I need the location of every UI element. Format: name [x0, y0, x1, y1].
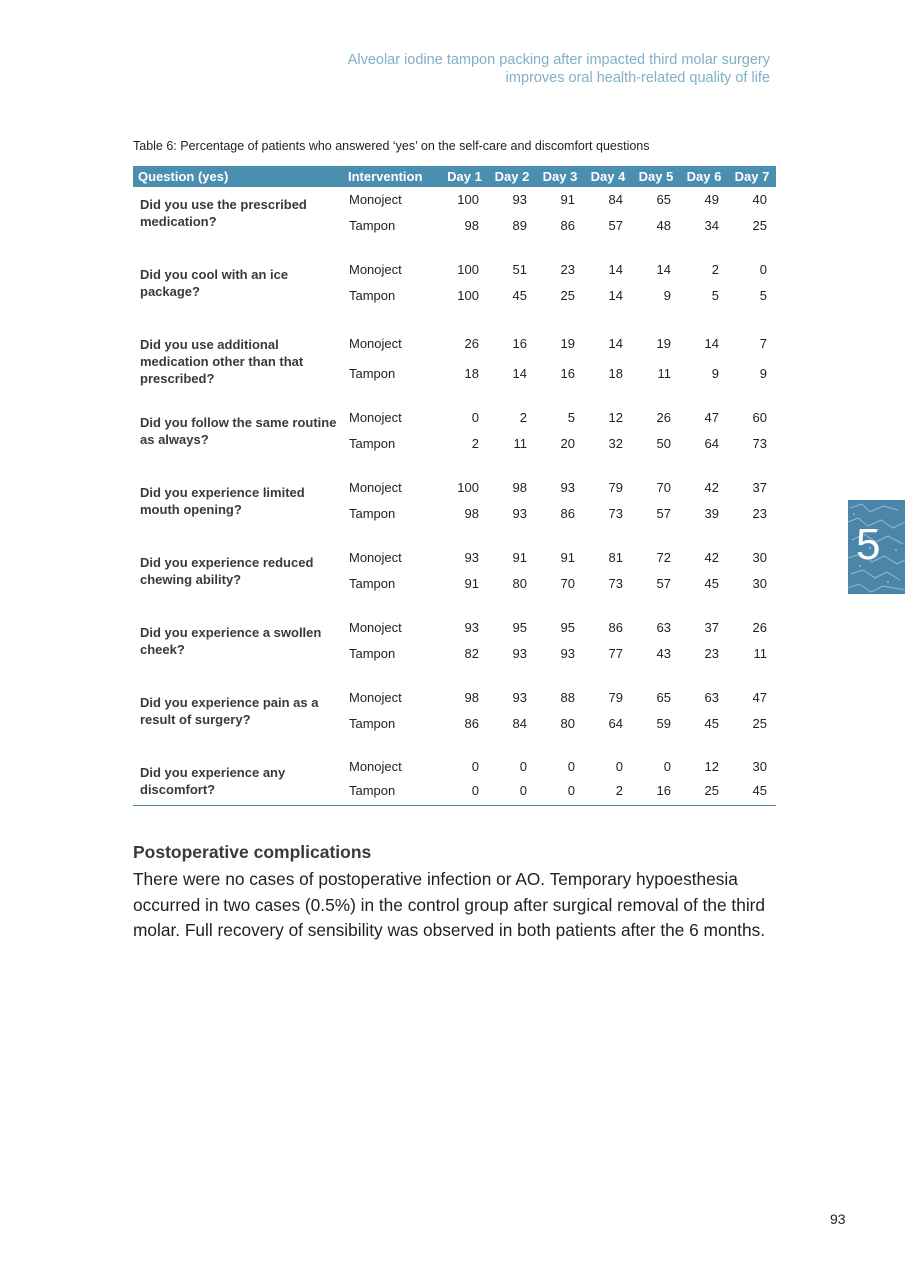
- tampon-day-2-value: 93: [512, 506, 527, 521]
- monoject-day-1-value: 93: [464, 550, 479, 565]
- day-5-values: [632, 257, 680, 327]
- intervention-tampon: Tampon: [349, 366, 396, 381]
- header-intervention: Intervention: [345, 166, 441, 187]
- tampon-day-6-value: 39: [704, 506, 719, 521]
- tampon-day-7-value: 11: [753, 646, 767, 661]
- day-2-values: [488, 187, 536, 257]
- tampon-day-2-value: 89: [512, 218, 527, 233]
- monoject-day-5-value: 0: [663, 759, 671, 774]
- monoject-day-7-value: 7: [759, 336, 767, 351]
- day-1-values: [441, 327, 488, 405]
- day-7-values: [728, 685, 776, 755]
- table-row: [133, 685, 776, 755]
- tampon-day-6-value: 45: [704, 576, 719, 591]
- day-2-values: [488, 405, 536, 475]
- row-interventions: [345, 187, 441, 257]
- monoject-day-3-value: 91: [560, 550, 575, 565]
- tampon-day-7-value: 73: [752, 436, 767, 451]
- row-interventions: [345, 475, 441, 545]
- monoject-day-5-value: 70: [656, 480, 671, 495]
- day-4-values: [584, 187, 632, 257]
- monoject-day-3-value: 19: [560, 336, 575, 351]
- day-3-values: [536, 685, 584, 755]
- tampon-day-5-value: 9: [663, 288, 671, 303]
- monoject-day-5-value: 65: [656, 690, 671, 705]
- tampon-day-2-value: 93: [512, 646, 527, 661]
- tampon-day-4-value: 57: [608, 218, 623, 233]
- tampon-day-1-value: 91: [464, 576, 479, 591]
- day-6-values: [680, 405, 728, 475]
- tampon-day-7-value: 23: [752, 506, 767, 521]
- day-2-values: [488, 755, 536, 805]
- day-2-values: [488, 615, 536, 685]
- monoject-day-1-value: 26: [464, 336, 479, 351]
- day-3-values: [536, 755, 584, 805]
- tampon-day-4-value: 18: [608, 366, 623, 381]
- header-day-6: Day 6: [680, 166, 728, 187]
- intervention-monoject: Monoject: [349, 192, 402, 207]
- day-7-values: [728, 475, 776, 545]
- header-day-7: Day 7: [728, 166, 776, 187]
- monoject-day-6-value: 37: [704, 620, 719, 635]
- day-3-values: [536, 257, 584, 327]
- row-question: Did you experience pain as a result of surgery?: [140, 695, 319, 727]
- monoject-day-2-value: 2: [519, 410, 527, 425]
- tampon-day-2-value: 14: [512, 366, 527, 381]
- tampon-day-5-value: 16: [656, 783, 671, 798]
- monoject-day-1-value: 0: [471, 410, 479, 425]
- row-question: Did you experience any discomfort?: [140, 765, 286, 797]
- monoject-day-4-value: 79: [608, 690, 623, 705]
- tampon-day-6-value: 25: [704, 783, 719, 798]
- tampon-day-1-value: 98: [464, 506, 479, 521]
- day-6-values: [680, 475, 728, 545]
- intervention-monoject: Monoject: [349, 410, 402, 425]
- day-5-values: [632, 685, 680, 755]
- monoject-day-3-value: 88: [560, 690, 575, 705]
- intervention-tampon: Tampon: [349, 576, 396, 591]
- day-5-values: [632, 615, 680, 685]
- monoject-day-1-value: 100: [457, 192, 479, 207]
- monoject-day-7-value: 37: [752, 480, 767, 495]
- intervention-monoject: Monoject: [349, 759, 402, 774]
- tampon-day-3-value: 25: [560, 288, 575, 303]
- tampon-day-4-value: 73: [608, 576, 623, 591]
- monoject-day-2-value: 0: [519, 759, 527, 774]
- table-caption: [133, 139, 650, 153]
- monoject-day-4-value: 0: [615, 759, 623, 774]
- table-row: [133, 755, 776, 805]
- monoject-day-5-value: 19: [656, 336, 671, 351]
- intervention-tampon: Tampon: [349, 506, 396, 521]
- monoject-day-2-value: 51: [512, 262, 527, 277]
- monoject-day-6-value: 42: [704, 550, 719, 565]
- day-1-values: [441, 755, 488, 805]
- row-interventions: [345, 615, 441, 685]
- monoject-day-4-value: 12: [608, 410, 623, 425]
- day-6-values: [680, 187, 728, 257]
- intervention-tampon: Tampon: [349, 716, 396, 731]
- tampon-day-7-value: 9: [759, 366, 767, 381]
- day-1-values: [441, 187, 488, 257]
- monoject-day-2-value: 95: [512, 620, 527, 635]
- row-question: Did you experience limited mouth opening?: [140, 485, 305, 517]
- monoject-day-5-value: 63: [656, 620, 671, 635]
- intervention-monoject: Monoject: [349, 550, 402, 565]
- table-caption-text: Percentage of patients who answered ‘yes’ on the self-care and discomfort questions: [176, 139, 650, 153]
- monoject-day-6-value: 12: [704, 759, 719, 774]
- intervention-tampon: Tampon: [349, 783, 396, 798]
- monoject-day-1-value: 93: [464, 620, 479, 635]
- tampon-day-2-value: 0: [519, 783, 527, 798]
- row-interventions: [345, 545, 441, 615]
- tampon-day-2-value: 11: [513, 436, 527, 451]
- monoject-day-6-value: 42: [704, 480, 719, 495]
- monoject-day-3-value: 93: [560, 480, 575, 495]
- monoject-day-6-value: 49: [704, 192, 719, 207]
- day-6-values: [680, 755, 728, 805]
- monoject-day-7-value: 0: [759, 262, 767, 277]
- tampon-day-7-value: 45: [752, 783, 767, 798]
- table-row: [133, 545, 776, 615]
- header-day-1: Day 1: [441, 166, 488, 187]
- day-5-values: [632, 405, 680, 475]
- intervention-monoject: Monoject: [349, 336, 402, 351]
- tampon-day-7-value: 5: [759, 288, 767, 303]
- day-3-values: [536, 187, 584, 257]
- tampon-day-6-value: 45: [704, 716, 719, 731]
- monoject-day-2-value: 93: [512, 192, 527, 207]
- monoject-day-3-value: 5: [567, 410, 575, 425]
- tampon-day-1-value: 0: [471, 783, 479, 798]
- monoject-day-5-value: 14: [656, 262, 671, 277]
- tampon-day-6-value: 5: [711, 288, 719, 303]
- day-7-values: [728, 187, 776, 257]
- tampon-day-1-value: 98: [464, 218, 479, 233]
- tampon-day-4-value: 32: [608, 436, 623, 451]
- tampon-day-1-value: 100: [457, 288, 479, 303]
- table-bottom-rule: [133, 805, 776, 806]
- monoject-day-4-value: 86: [608, 620, 623, 635]
- tampon-day-1-value: 82: [464, 646, 479, 661]
- day-1-values: [441, 615, 488, 685]
- day-7-values: [728, 545, 776, 615]
- table-caption-label: Table 6:: [133, 139, 177, 153]
- monoject-day-1-value: 100: [457, 262, 479, 277]
- tampon-day-2-value: 84: [512, 716, 527, 731]
- monoject-day-7-value: 30: [752, 759, 767, 774]
- monoject-day-7-value: 40: [752, 192, 767, 207]
- chapter-number: 5: [856, 520, 881, 569]
- monoject-day-2-value: 16: [512, 336, 527, 351]
- day-4-values: [584, 327, 632, 405]
- tampon-day-3-value: 80: [560, 716, 575, 731]
- table-row: [133, 405, 776, 475]
- row-question: Did you follow the same routine as always?: [140, 415, 337, 447]
- tampon-day-4-value: 77: [608, 646, 623, 661]
- monoject-day-6-value: 47: [704, 410, 719, 425]
- day-6-values: [680, 615, 728, 685]
- tampon-day-3-value: 16: [560, 366, 575, 381]
- tampon-day-6-value: 9: [711, 366, 719, 381]
- monoject-day-3-value: 0: [567, 759, 575, 774]
- tampon-day-4-value: 64: [608, 716, 623, 731]
- day-2-values: [488, 685, 536, 755]
- monoject-day-1-value: 98: [464, 690, 479, 705]
- table-header-row: [133, 166, 776, 187]
- intervention-monoject: Monoject: [349, 690, 402, 705]
- tampon-day-7-value: 25: [752, 218, 767, 233]
- day-6-values: [680, 257, 728, 327]
- row-interventions: [345, 685, 441, 755]
- tampon-day-7-value: 30: [752, 576, 767, 591]
- intervention-tampon: Tampon: [349, 288, 396, 303]
- row-interventions: [345, 755, 441, 805]
- monoject-day-4-value: 79: [608, 480, 623, 495]
- monoject-day-6-value: 63: [704, 690, 719, 705]
- tampon-day-4-value: 73: [608, 506, 623, 521]
- row-interventions: [345, 257, 441, 327]
- tampon-day-3-value: 86: [560, 506, 575, 521]
- table-row: [133, 475, 776, 545]
- monoject-day-7-value: 47: [752, 690, 767, 705]
- intervention-tampon: Tampon: [349, 646, 396, 661]
- row-question: Did you cool with an ice package?: [140, 267, 289, 299]
- day-1-values: [441, 475, 488, 545]
- monoject-day-2-value: 91: [512, 550, 527, 565]
- day-4-values: [584, 685, 632, 755]
- tampon-day-2-value: 80: [512, 576, 527, 591]
- chapter-tab: [848, 500, 905, 594]
- day-7-values: [728, 615, 776, 685]
- tampon-day-5-value: 43: [656, 646, 671, 661]
- row-question: Did you use the prescribed medication?: [140, 197, 307, 229]
- tampon-day-3-value: 0: [567, 783, 575, 798]
- tampon-day-4-value: 14: [608, 288, 623, 303]
- table-row: [133, 327, 776, 405]
- monoject-day-7-value: 30: [752, 550, 767, 565]
- day-7-values: [728, 327, 776, 405]
- day-5-values: [632, 545, 680, 615]
- monoject-day-3-value: 95: [560, 620, 575, 635]
- day-2-values: [488, 475, 536, 545]
- monoject-day-3-value: 91: [560, 192, 575, 207]
- tampon-day-5-value: 11: [657, 366, 671, 381]
- intervention-tampon: Tampon: [349, 436, 396, 451]
- running-header: [170, 51, 770, 87]
- day-3-values: [536, 327, 584, 405]
- tampon-day-1-value: 86: [464, 716, 479, 731]
- monoject-day-2-value: 98: [512, 480, 527, 495]
- tampon-day-5-value: 57: [656, 576, 671, 591]
- tampon-day-6-value: 64: [704, 436, 719, 451]
- monoject-day-6-value: 2: [711, 262, 719, 277]
- day-5-values: [632, 327, 680, 405]
- day-6-values: [680, 685, 728, 755]
- day-5-values: [632, 475, 680, 545]
- day-7-values: [728, 405, 776, 475]
- tampon-day-6-value: 34: [704, 218, 719, 233]
- monoject-day-2-value: 93: [512, 690, 527, 705]
- monoject-day-4-value: 14: [608, 336, 623, 351]
- header-day-5: Day 5: [632, 166, 680, 187]
- monoject-day-5-value: 26: [656, 410, 671, 425]
- monoject-day-5-value: 72: [656, 550, 671, 565]
- monoject-day-1-value: 0: [471, 759, 479, 774]
- section-title: Postoperative complications: [133, 842, 372, 862]
- intervention-monoject: Monoject: [349, 620, 402, 635]
- table-row: [133, 187, 776, 257]
- header-day-3: Day 3: [536, 166, 584, 187]
- day-2-values: [488, 257, 536, 327]
- day-1-values: [441, 685, 488, 755]
- day-5-values: [632, 755, 680, 805]
- day-1-values: [441, 405, 488, 475]
- monoject-day-3-value: 23: [560, 262, 575, 277]
- day-4-values: [584, 475, 632, 545]
- day-4-values: [584, 405, 632, 475]
- running-header-line-2: improves oral health-related quality of life: [505, 70, 770, 86]
- tampon-day-2-value: 45: [512, 288, 527, 303]
- intervention-tampon: Tampon: [349, 218, 396, 233]
- tampon-day-1-value: 2: [471, 436, 479, 451]
- monoject-day-5-value: 65: [656, 192, 671, 207]
- intervention-monoject: Monoject: [349, 480, 402, 495]
- day-4-values: [584, 257, 632, 327]
- day-3-values: [536, 545, 584, 615]
- day-7-values: [728, 257, 776, 327]
- day-2-values: [488, 327, 536, 405]
- day-6-values: [680, 545, 728, 615]
- day-6-values: [680, 327, 728, 405]
- header-day-4: Day 4: [584, 166, 632, 187]
- tampon-day-5-value: 57: [656, 506, 671, 521]
- day-2-values: [488, 545, 536, 615]
- day-1-values: [441, 257, 488, 327]
- monoject-day-4-value: 81: [608, 550, 623, 565]
- tampon-day-4-value: 2: [615, 783, 623, 798]
- monoject-day-7-value: 60: [752, 410, 767, 425]
- tampon-day-3-value: 86: [560, 218, 575, 233]
- day-1-values: [441, 545, 488, 615]
- header-question: Question (yes): [133, 166, 345, 187]
- day-3-values: [536, 475, 584, 545]
- day-5-values: [632, 187, 680, 257]
- tampon-day-7-value: 25: [752, 716, 767, 731]
- row-question: Did you use additional medication other than that prescribed?: [140, 337, 304, 386]
- day-3-values: [536, 615, 584, 685]
- day-3-values: [536, 405, 584, 475]
- page-number: 93: [830, 1211, 846, 1227]
- monoject-day-7-value: 26: [752, 620, 767, 635]
- section-body: There were no cases of postoperative infection or AO. Temporary hypoesthesia occurred in two cases (0.5%) in the control group after surgical removal of the third molar. Full recovery of sensibility was observed in both patients after the 6 months.: [133, 869, 766, 940]
- monoject-day-4-value: 84: [608, 192, 623, 207]
- tampon-day-5-value: 48: [656, 218, 671, 233]
- tampon-day-5-value: 59: [656, 716, 671, 731]
- intervention-monoject: Monoject: [349, 262, 402, 277]
- row-question: Did you experience a swollen cheek?: [140, 625, 322, 657]
- tampon-day-1-value: 18: [464, 366, 479, 381]
- monoject-day-1-value: 100: [457, 480, 479, 495]
- day-4-values: [584, 755, 632, 805]
- tampon-day-5-value: 50: [656, 436, 671, 451]
- results-table: [133, 166, 776, 806]
- tampon-day-6-value: 23: [704, 646, 719, 661]
- monoject-day-6-value: 14: [704, 336, 719, 351]
- table-row: [133, 615, 776, 685]
- day-4-values: [584, 545, 632, 615]
- tampon-day-3-value: 93: [560, 646, 575, 661]
- row-interventions: [345, 405, 441, 475]
- monoject-day-4-value: 14: [608, 262, 623, 277]
- header-day-2: Day 2: [488, 166, 536, 187]
- day-7-values: [728, 755, 776, 805]
- table-row: [133, 257, 776, 327]
- day-4-values: [584, 615, 632, 685]
- tampon-day-3-value: 70: [560, 576, 575, 591]
- row-interventions: [345, 327, 441, 405]
- row-question: Did you experience reduced chewing ability?: [140, 555, 314, 587]
- tampon-day-3-value: 20: [560, 436, 575, 451]
- running-header-line-1: Alveolar iodine tampon packing after impacted third molar surgery: [347, 52, 770, 68]
